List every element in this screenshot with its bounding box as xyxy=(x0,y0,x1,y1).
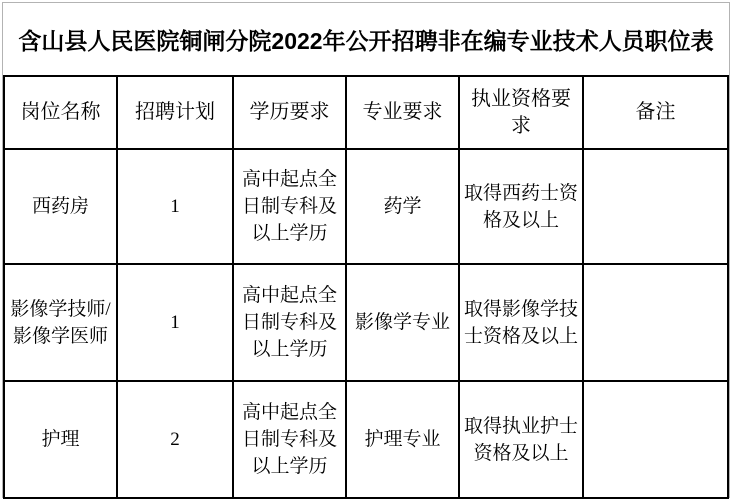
column-header-plan: 招聘计划 xyxy=(117,76,233,149)
table-row xyxy=(4,381,728,498)
cell-qualification: 取得西药士资格及以上 xyxy=(459,149,583,264)
table-row xyxy=(4,149,728,264)
document-frame xyxy=(2,2,730,498)
cell-education: 高中起点全日制专科及以上学历 xyxy=(233,264,346,381)
cell-remark xyxy=(583,264,728,381)
cell-remark xyxy=(583,149,728,264)
column-header-education: 学历要求 xyxy=(233,76,346,149)
positions-table xyxy=(3,75,729,499)
cell-position: 影像学技师/影像学医师 xyxy=(4,264,117,381)
cell-remark xyxy=(583,381,728,498)
column-header-remark: 备注 xyxy=(583,76,728,149)
cell-position: 护理 xyxy=(4,381,117,498)
page-title: 含山县人民医院铜闸分院2022年公开招聘非在编专业技术人员职位表 xyxy=(18,27,714,54)
title-bar xyxy=(3,3,729,75)
table-row xyxy=(4,264,728,381)
cell-plan: 1 xyxy=(117,264,233,381)
cell-plan: 1 xyxy=(117,149,233,264)
cell-major: 影像学专业 xyxy=(346,264,459,381)
cell-qualification: 取得执业护士资格及以上 xyxy=(459,381,583,498)
column-header-qualification: 执业资格要求 xyxy=(459,76,583,149)
cell-major: 护理专业 xyxy=(346,381,459,498)
column-header-major: 专业要求 xyxy=(346,76,459,149)
header-row xyxy=(4,76,728,149)
cell-qualification: 取得影像学技士资格及以上 xyxy=(459,264,583,381)
cell-education: 高中起点全日制专科及以上学历 xyxy=(233,381,346,498)
cell-plan: 2 xyxy=(117,381,233,498)
cell-education: 高中起点全日制专科及以上学历 xyxy=(233,149,346,264)
cell-position: 西药房 xyxy=(4,149,117,264)
column-header-position: 岗位名称 xyxy=(4,76,117,149)
cell-major: 药学 xyxy=(346,149,459,264)
